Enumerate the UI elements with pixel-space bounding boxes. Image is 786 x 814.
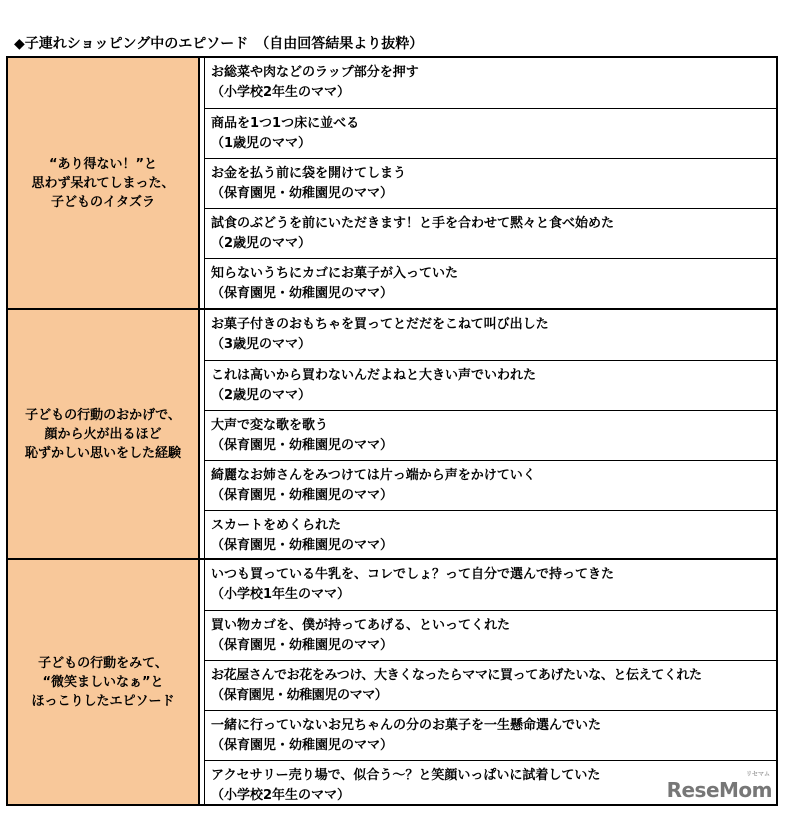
episode-respondent: （小学校2年生のママ） [211, 788, 351, 803]
list-item [205, 410, 776, 460]
resemom-logo [666, 771, 772, 802]
episode-text: 大声で変な歌を歌う [211, 418, 329, 433]
list-item [205, 208, 776, 258]
episode-text: 商品を1つ1つ床に並べる [211, 116, 360, 131]
episode-respondent: （3歳児のママ） [211, 337, 312, 352]
logo-text: ReseMom [666, 778, 772, 802]
episode-respondent: （小学校2年生のママ） [211, 85, 351, 100]
episode-respondent: （保育園児・幼稚園児のママ） [211, 688, 388, 703]
list-item [205, 360, 776, 410]
episode-respondent: （1歳児のママ） [211, 136, 312, 151]
episode-text: お総菜や肉などのラップ部分を押す [211, 65, 419, 80]
episode-respondent: （2歳児のママ） [211, 236, 312, 251]
episode-text: 一緒に行っていないお兄ちゃんの分のお菓子を一生懸命選んでいた [211, 718, 602, 733]
episode-text: 綺麗なお姉さんをみつけては片っ端から声をかけていく [211, 468, 536, 483]
episode-text: 買い物カゴを、僕が持ってあげる、といってくれた [211, 618, 511, 633]
episode-respondent: （保育園児・幼稚園児のママ） [211, 538, 394, 553]
episode-list [204, 310, 776, 558]
list-item [205, 660, 776, 710]
episode-respondent: （保育園児・幼稚園児のママ） [211, 186, 394, 201]
episode-text: アクセサリー売り場で、似合う～？と笑顔いっぱいに試着していた [211, 768, 601, 783]
category-label: 子どもの行動のおかげで、 顔から火が出るほど 恥ずかしい思いをした経験 [24, 407, 181, 461]
list-item [205, 58, 776, 108]
category-cell [8, 58, 200, 308]
episode-group [8, 558, 776, 804]
category-cell [8, 560, 200, 804]
episode-group [8, 308, 776, 558]
page-title: ◆子連れショッピング中のエピソード （自由回答結果より抜粋） [14, 36, 424, 52]
list-item [205, 560, 776, 610]
list-item [205, 460, 776, 510]
list-item [205, 258, 776, 308]
episode-group [8, 58, 776, 308]
episode-respondent: （2歳児のママ） [211, 388, 312, 403]
episode-respondent: （保育園児・幼稚園児のママ） [211, 286, 394, 301]
episode-respondent: （保育園児・幼稚園児のママ） [211, 488, 394, 503]
episode-text: いつも買っている牛乳を、コレでしょ？って自分で選んで持ってきた [211, 567, 615, 582]
episode-text: 試食のぶどうを前にいただきます！と手を合わせて黙々と食べ始めた [211, 216, 615, 231]
list-item [205, 510, 776, 560]
logo-subtext: リセマム [746, 771, 770, 778]
episode-text: 知らないうちにカゴにお菓子が入っていた [211, 266, 459, 281]
episode-text: スカートをめくられた [211, 518, 342, 533]
category-label: 子どもの行動をみて、 “微笑ましいなぁ”と ほっこりしたエピソード [31, 655, 175, 709]
episode-text: お金を払う前に袋を開けてしまう [211, 166, 407, 181]
list-item [205, 710, 776, 760]
category-label: “あり得ない！”と 思わず呆れてしまった、 子どものイタズラ [31, 156, 175, 210]
list-item [205, 610, 776, 660]
episode-respondent: （保育園児・幼稚園児のママ） [211, 638, 394, 653]
episode-respondent: （保育園児・幼稚園児のママ） [211, 738, 394, 753]
episode-respondent: （小学校1年生のママ） [211, 587, 351, 602]
list-item [205, 158, 776, 208]
episode-text: お菓子付きのおもちゃを買ってとだだをこねて叫び出した [211, 317, 549, 332]
episode-text: これは高いから買わないんだよねと大きい声でいわれた [211, 368, 537, 383]
episode-list [204, 58, 776, 308]
list-item [205, 310, 776, 360]
episode-list [204, 560, 776, 804]
category-cell [8, 310, 200, 558]
list-item [205, 108, 776, 158]
episode-respondent: （保育園児・幼稚園児のママ） [211, 438, 394, 453]
episode-table [6, 56, 778, 806]
episode-text: お花屋さんでお花をみつけ、大きくなったらママに買ってあげたいな、と伝えてくれた [211, 668, 702, 683]
